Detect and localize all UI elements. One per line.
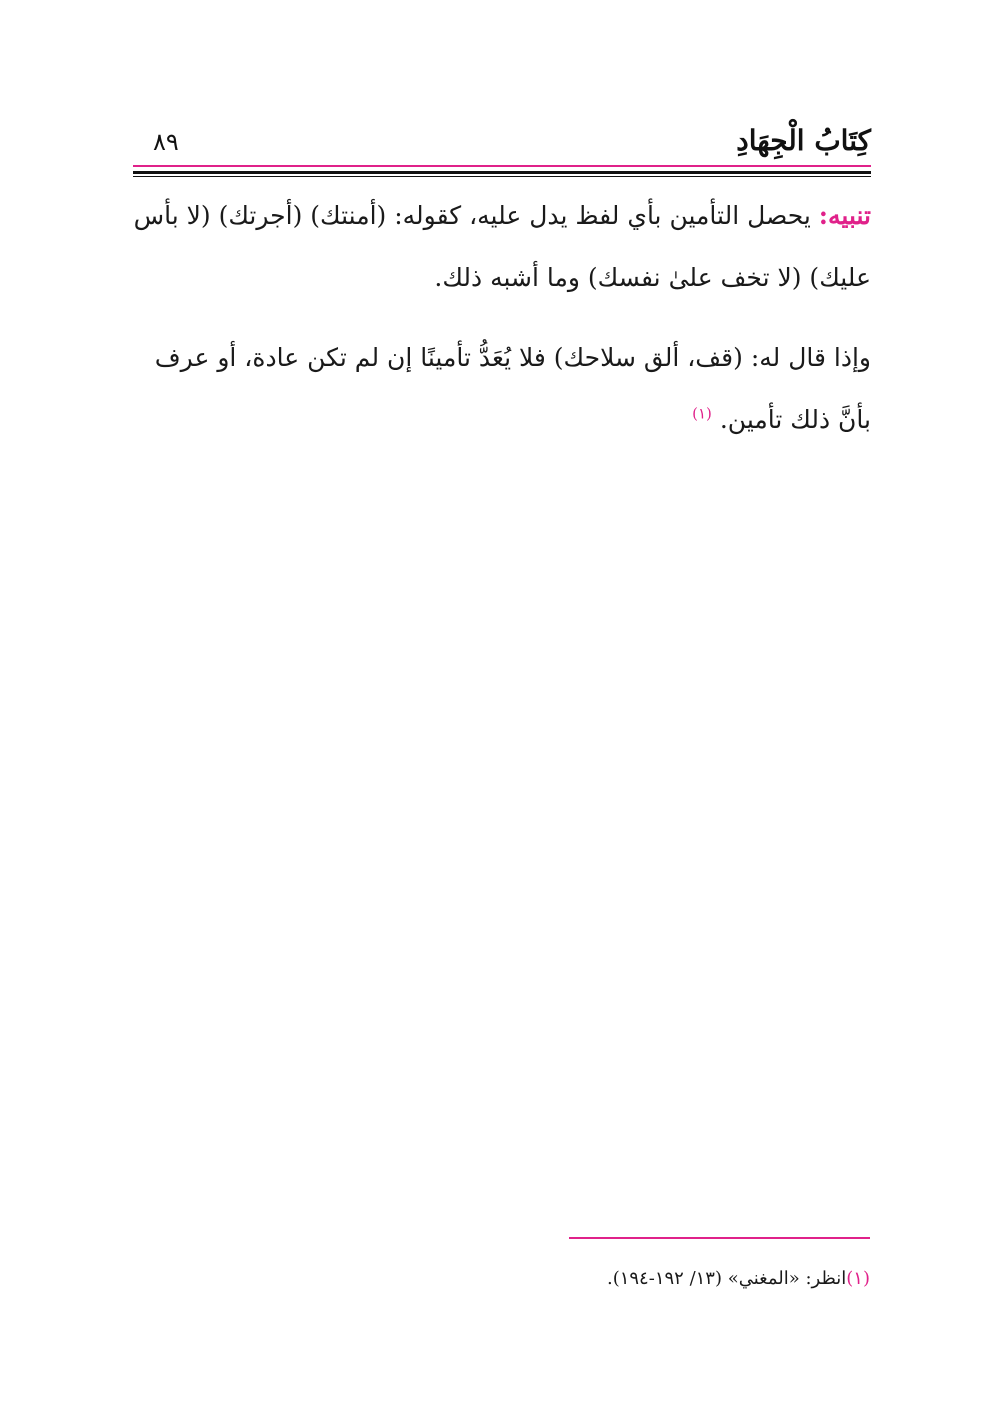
page-header — [133, 118, 871, 168]
page-number: ٨٩ — [153, 128, 179, 156]
header-rule-accent — [133, 165, 871, 167]
footnote-separator — [569, 1237, 870, 1239]
note-label: تنبيه: — [818, 201, 871, 230]
header-rule-thin — [133, 176, 871, 177]
paragraph-note — [133, 185, 871, 309]
footnote-item — [133, 1262, 870, 1296]
note-text: يحصل التأمين بأي لفظ يدل عليه، كقوله: (أمنتك) (أجرتك) (لا بأس عليك) (لا تخف علىٰ نفسك) وما أشبه ذلك. — [133, 201, 871, 292]
footnote-marker: (١) — [846, 1268, 870, 1289]
running-title: كِتَابُ الْجِهَادِ — [736, 124, 871, 157]
footnote-reference: (١) — [692, 404, 712, 423]
paragraph-second — [133, 327, 871, 451]
main-text — [133, 185, 871, 469]
paragraph-second-text: وإذا قال له: (قف، ألق سلاحك) فلا يُعَدُّ تأمينًا إن لم تكن عادة، أو عرف بأنَّ ذلك تأمين. — [154, 343, 871, 434]
footnotes-section — [133, 1262, 870, 1296]
footnote-text: انظر: «المغني» (١٣/ ١٩٢-١٩٤). — [606, 1268, 847, 1289]
header-rule-thick — [133, 171, 871, 174]
